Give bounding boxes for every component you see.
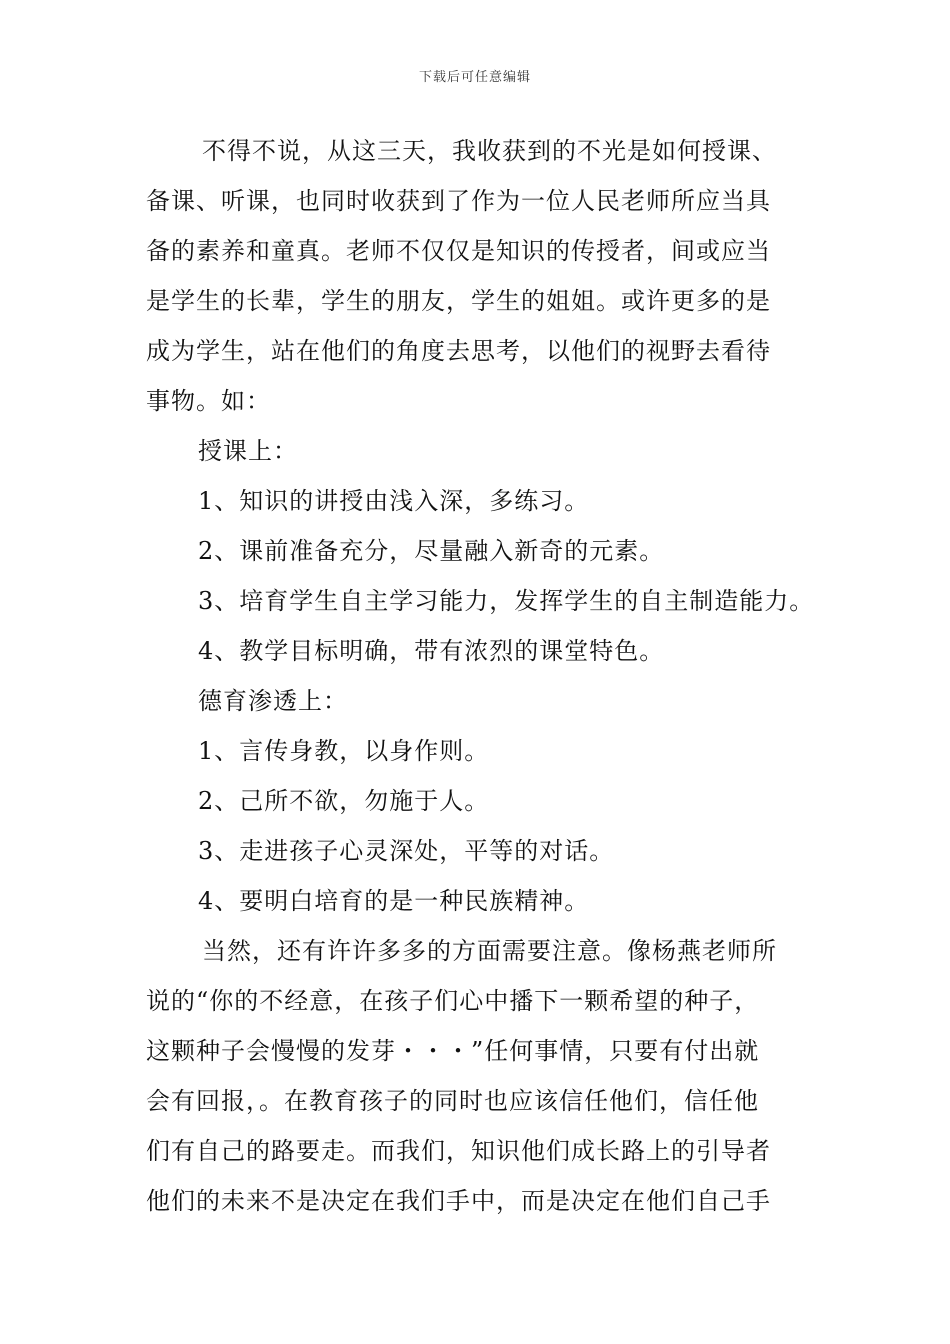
paragraph-line: 当然，还有许许多多的方面需要注意。像杨燕老师所 <box>202 937 777 965</box>
list-item: 4、要明白培育的是一种民族精神。 <box>198 887 590 915</box>
list-item: 4、教学目标明确，带有浓烈的课堂特色。 <box>198 637 665 665</box>
list-item: 1、知识的讲授由浅入深，多练习。 <box>198 487 590 515</box>
paragraph-line: 备课、听课，也同时收获到了作为一位人民老师所应当具 <box>146 187 771 215</box>
page-header: 下载后可任意编辑 <box>418 70 531 85</box>
paragraph-line: 们有自己的路要走。而我们，知识他们成长路上的引导者 <box>146 1137 771 1165</box>
section-heading: 授课上： <box>198 437 298 465</box>
paragraph-line: 会有回报，。在教育孩子的同时也应该信任他们，信任他 <box>146 1087 759 1115</box>
paragraph-line: 他们的未来不是决定在我们手中，而是决定在他们自己手 <box>146 1187 771 1215</box>
document-body <box>146 126 818 1226</box>
list-item: 3、走进孩子心灵深处，平等的对话。 <box>198 837 615 865</box>
paragraph-line: 备的素养和童真。老师不仅仅是知识的传授者，间或应当 <box>146 237 771 265</box>
list-item: 1、言传身教，以身作则。 <box>198 737 490 765</box>
paragraph-line: 是学生的长辈，学生的朋友，学生的姐姐。或许更多的是 <box>146 287 771 315</box>
paragraph-line: 说的“你的不经意，在孩子们心中播下一颗希望的种子， <box>146 987 760 1015</box>
list-item: 3、培育学生自主学习能力，发挥学生的自主制造能力。 <box>198 587 815 615</box>
paragraph-line: 成为学生，站在他们的角度去思考，以他们的视野去看待 <box>146 337 771 365</box>
paragraph-line: 事物。如： <box>146 387 271 415</box>
list-item: 2、己所不欲，勿施于人。 <box>198 787 490 815</box>
paragraph-line: 不得不说，从这三天，我收获到的不光是如何授课、 <box>202 137 777 165</box>
paragraph-line: 这颗种子会慢慢的发芽・・・”任何事情，只要有付出就 <box>146 1037 760 1065</box>
list-item: 2、课前准备充分，尽量融入新奇的元素。 <box>198 537 665 565</box>
section-heading: 德育渗透上： <box>198 687 348 715</box>
